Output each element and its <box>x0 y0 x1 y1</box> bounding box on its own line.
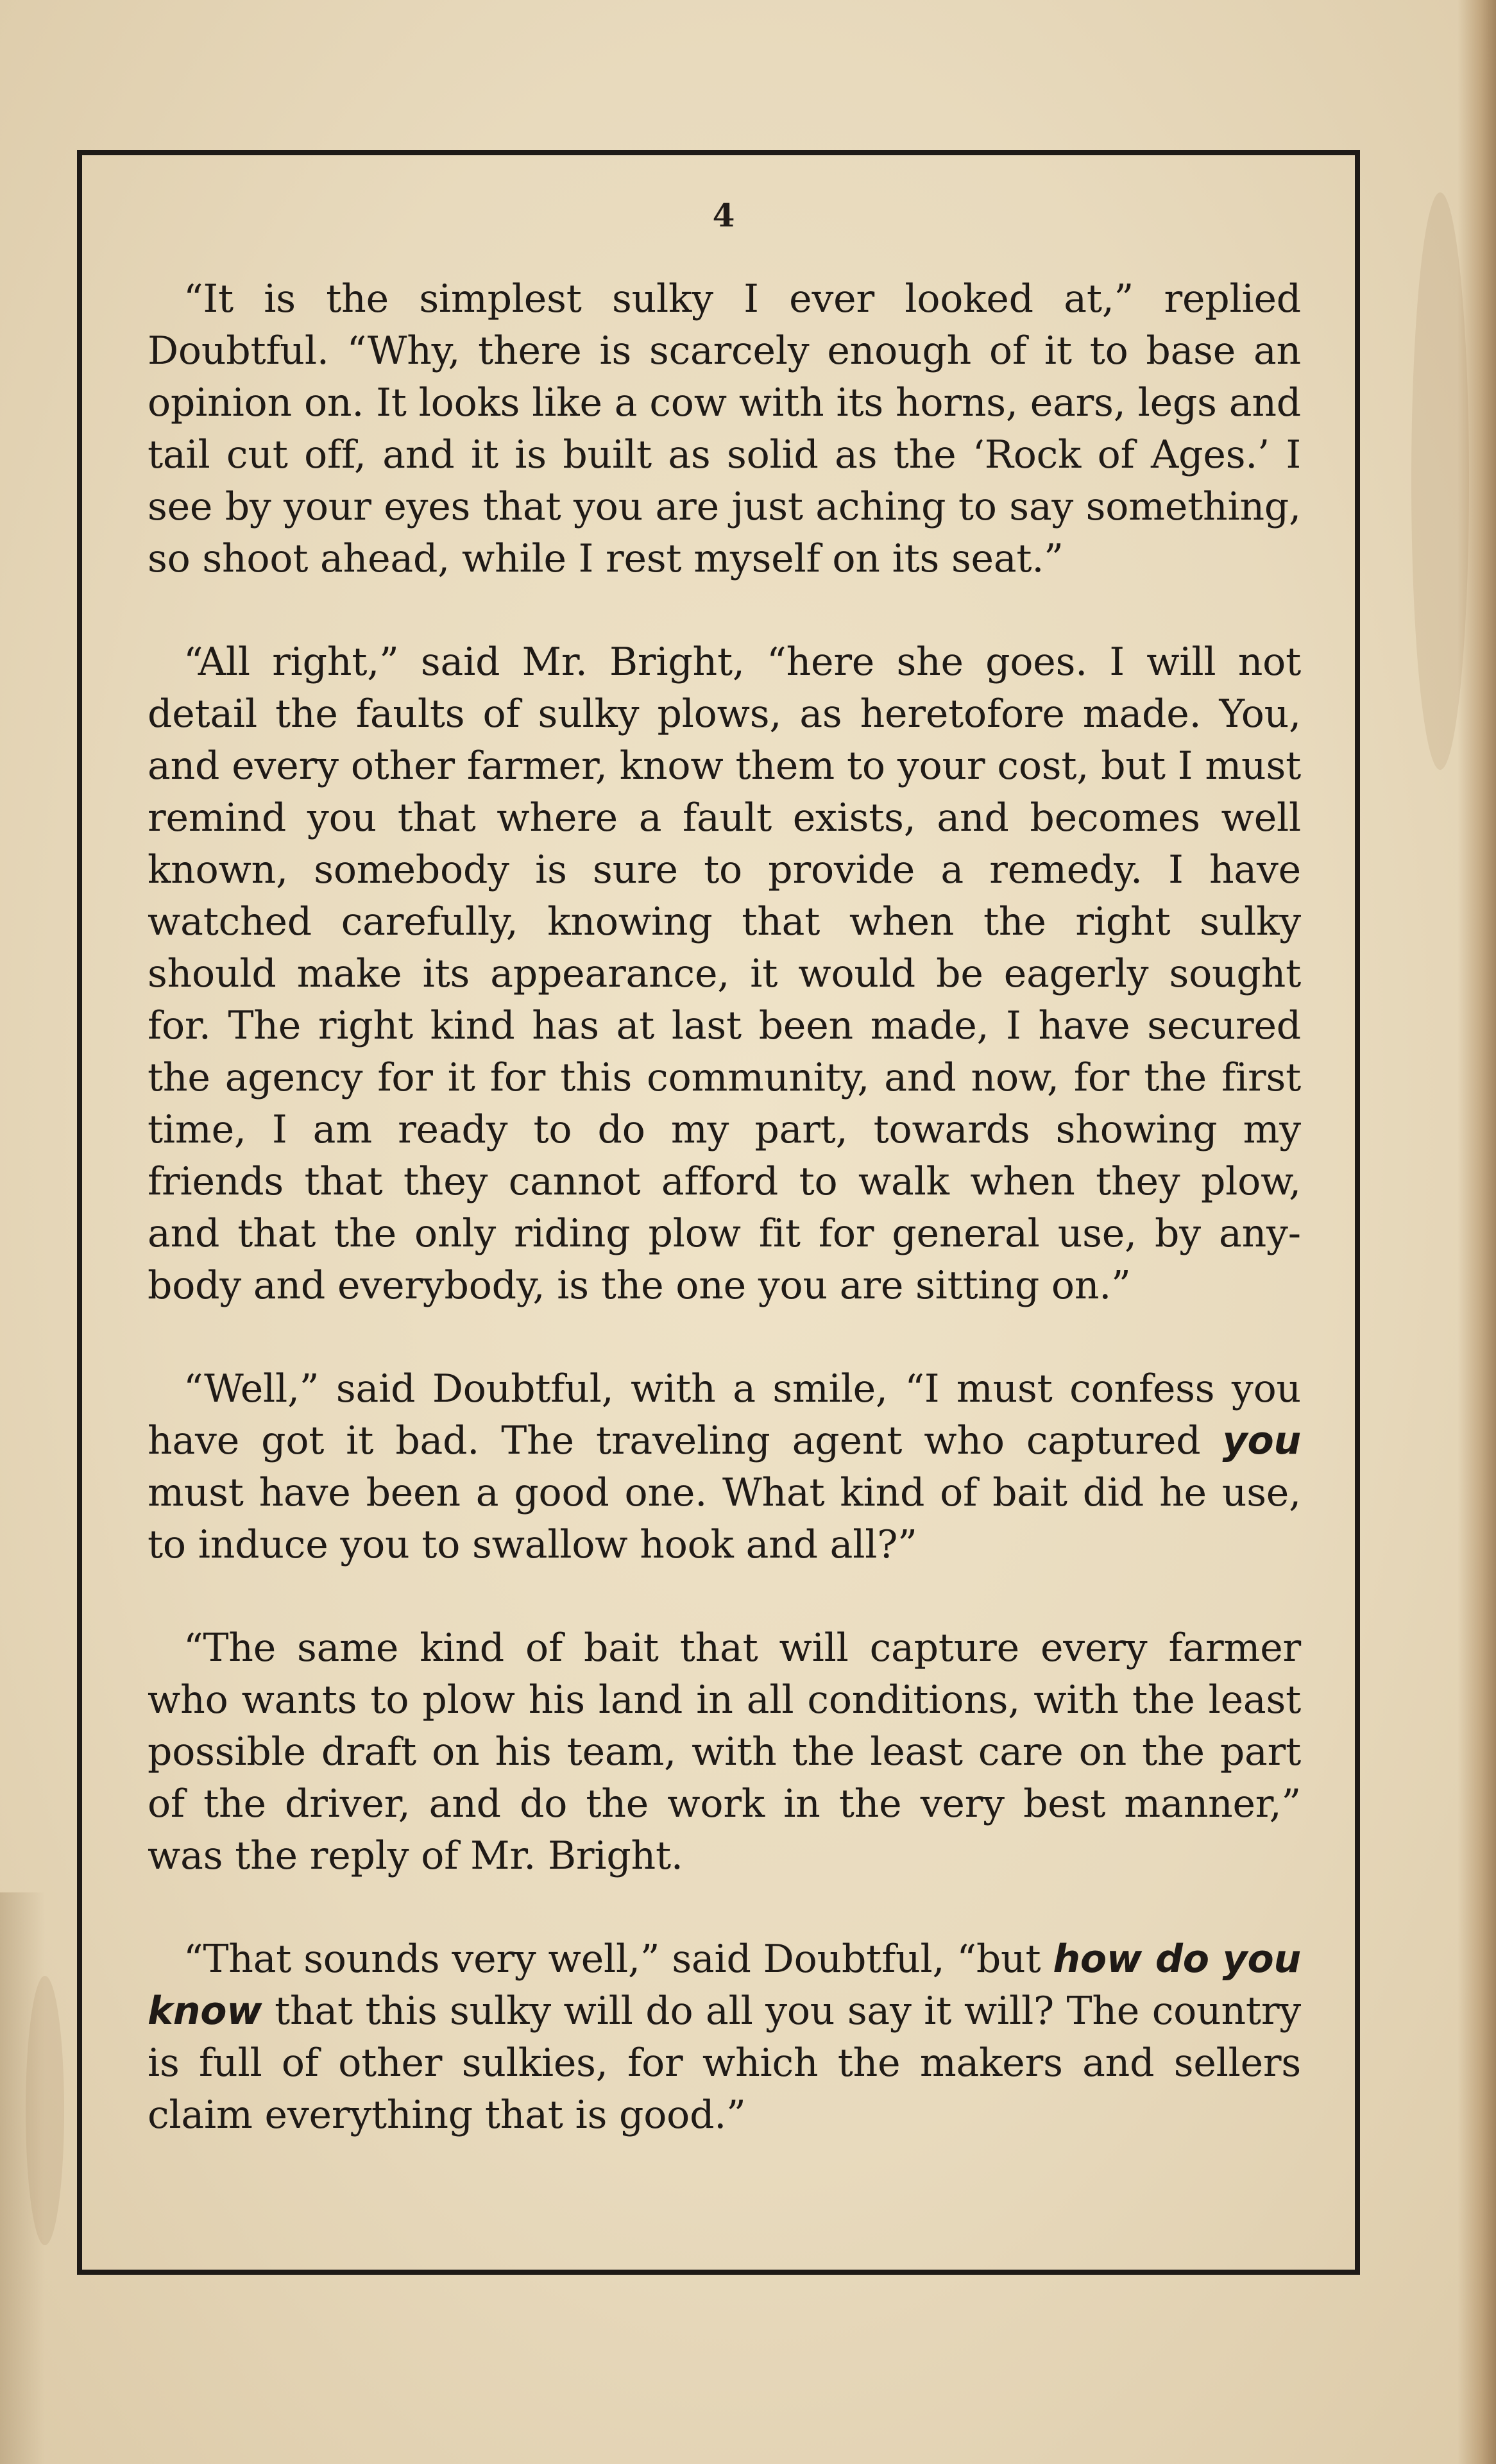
text-run: “Well,” said Doubtful, with a smile, “I must confess you have got it bad. The traveling agent who captured <box>148 1366 1301 1463</box>
paragraph-doubtful-how-do-you-know <box>148 1933 1301 2141</box>
paragraph-bright-here-she-goes: “All right,” said Mr. Bright, “here she goes. I will not detail the faults of sulky plows, as heretofore made. You, and every other farmer, know them to your cost, but I must remind you that where a fault exists, and becomes well known, somebody is sure to provide a remedy. I have watched carefully, knowing that when the right sulky should make its appearance, it would be eagerly sought for. The right kind has at last been made, I have secured the agency for it for this community, and now, for the first time, I am ready to do my part, towards showing my friends that they cannot afford to walk when they plow, and that the only riding plow fit for general use, by anybody and everybody, is the one you are sitting on.” <box>148 640 1301 1308</box>
text-run: “That sounds very well,” said Doubtful, “but <box>183 1937 1053 1982</box>
body-text <box>148 273 1301 2141</box>
paper-stain <box>1411 192 1469 770</box>
text-run: that this sulky will do all you say it will? The country is full of other sulkies, for which the makers and sellers claim everything that is good.” <box>148 1989 1301 2137</box>
paragraph-bright-same-bait: “The same kind of bait that will capture every farmer who wants to plow his land in all conditions, with the least possible draft on his team, with the least care on the part of the driver, and do the work in the very best manner,” was the reply of Mr. Bright. <box>148 1626 1301 1878</box>
paper-stain <box>26 1976 64 2245</box>
emphasis-text: you <box>1222 1418 1301 1463</box>
paragraph-doubtful-simplest-sulky: “It is the simplest sulky I ever looked at,” replied Doubtful. “Why, there is scarcely enough of it to base an opinion on. It looks like a cow with its horns, ears, legs and tail cut off, and it is built as solid as the ‘Rock of Ages.’ I see by your eyes that you are just aching to say something, so shoot ahead, while I rest myself on its seat.” <box>148 276 1301 581</box>
paragraph-doubtful-got-it-bad <box>148 1363 1301 1571</box>
emphasis-text: how do you know <box>148 1937 1301 2034</box>
page-border-frame <box>77 150 1360 2275</box>
text-run: must have been a good one. What kind of bait did he use, to induce you to swallow hook and all?” <box>148 1470 1301 1567</box>
page-number: 4 <box>712 196 735 234</box>
